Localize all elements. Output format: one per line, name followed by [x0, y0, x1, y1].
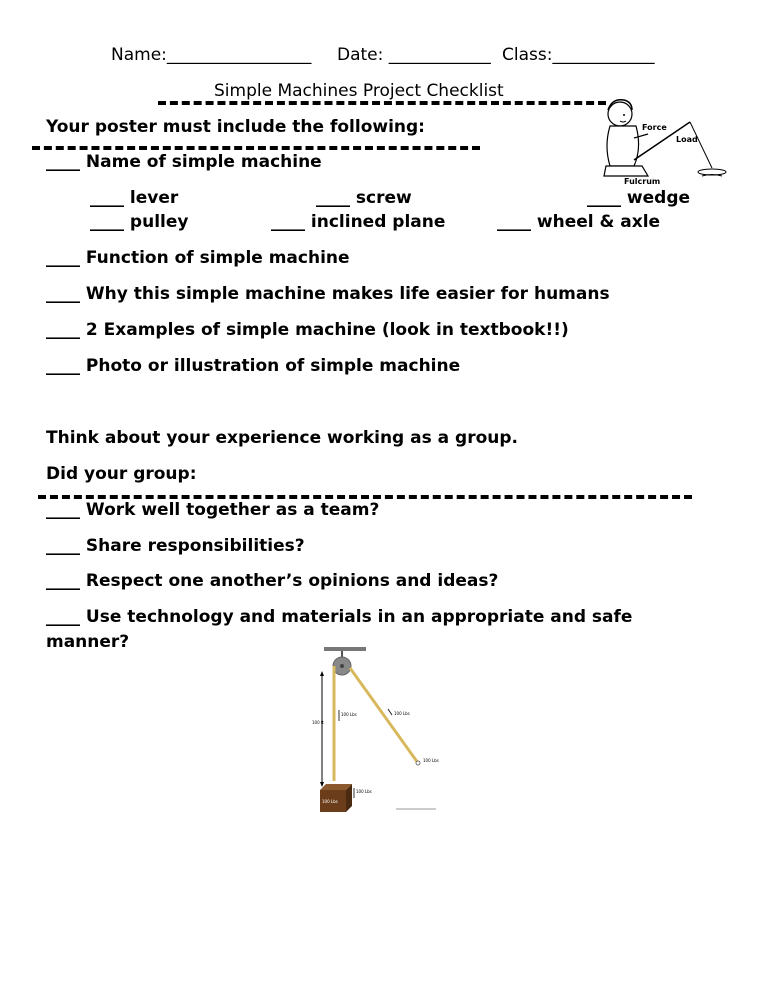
pulley-height-label: 100 ft: [312, 720, 324, 725]
group-item-technology[interactable]: ____ Use technology and materials in an appropriate and safe: [46, 607, 633, 627]
machine-screw[interactable]: ____ screw: [316, 188, 412, 208]
group-item-technology-cont: manner?: [46, 632, 130, 652]
lever-load-label: Load: [676, 135, 698, 144]
checklist-item-name[interactable]: ____ Name of simple machine: [46, 152, 322, 172]
group-item-respect[interactable]: ____ Respect one another’s opinions and ideas?: [46, 571, 499, 591]
machine-wheel-axle[interactable]: ____ wheel & axle: [497, 212, 661, 232]
poster-intro: Your poster must include the following:: [46, 117, 425, 137]
machine-pulley[interactable]: ____ pulley: [90, 212, 189, 232]
checklist-item-photo[interactable]: ____ Photo or illustration of simple machine: [46, 356, 461, 376]
group-question: Did your group:: [46, 464, 197, 484]
group-item-responsibilities[interactable]: ____ Share responsibilities?: [46, 536, 305, 556]
pulley-tension-left: 100 Lbs: [341, 712, 357, 717]
checklist-item-function[interactable]: ____ Function of simple machine: [46, 248, 350, 268]
class-field[interactable]: Class:____________: [502, 45, 655, 65]
pulley-box-label: 100 Lbs: [322, 799, 338, 804]
lever-illustration: [598, 98, 738, 190]
pulley-diagram: [308, 645, 448, 817]
poster-divider: [32, 146, 480, 150]
pulley-tension-right: 100 Lbs: [394, 711, 410, 716]
checklist-item-examples[interactable]: ____ 2 Examples of simple machine (look in textbook!!): [46, 320, 569, 340]
pulley-weight-label: 100 Lbs: [356, 789, 372, 794]
pulley-pull-label: 100 Lbs: [423, 758, 439, 763]
group-divider: [38, 495, 692, 499]
machine-lever[interactable]: ____ lever: [90, 188, 179, 208]
name-field[interactable]: Name:_________________: [111, 45, 312, 65]
lever-fulcrum-label: Fulcrum: [624, 177, 661, 186]
page-title: Simple Machines Project Checklist: [214, 81, 504, 101]
date-field[interactable]: Date: ____________: [337, 45, 491, 65]
group-item-teamwork[interactable]: ____ Work well together as a team?: [46, 500, 380, 520]
lever-force-label: Force: [642, 123, 667, 132]
title-divider: [158, 101, 606, 105]
group-intro: Think about your experience working as a group.: [46, 428, 518, 448]
machine-wedge[interactable]: ____ wedge: [587, 188, 691, 208]
machine-inclined-plane[interactable]: ____ inclined plane: [271, 212, 446, 232]
checklist-item-why[interactable]: ____ Why this simple machine makes life easier for humans: [46, 284, 610, 304]
